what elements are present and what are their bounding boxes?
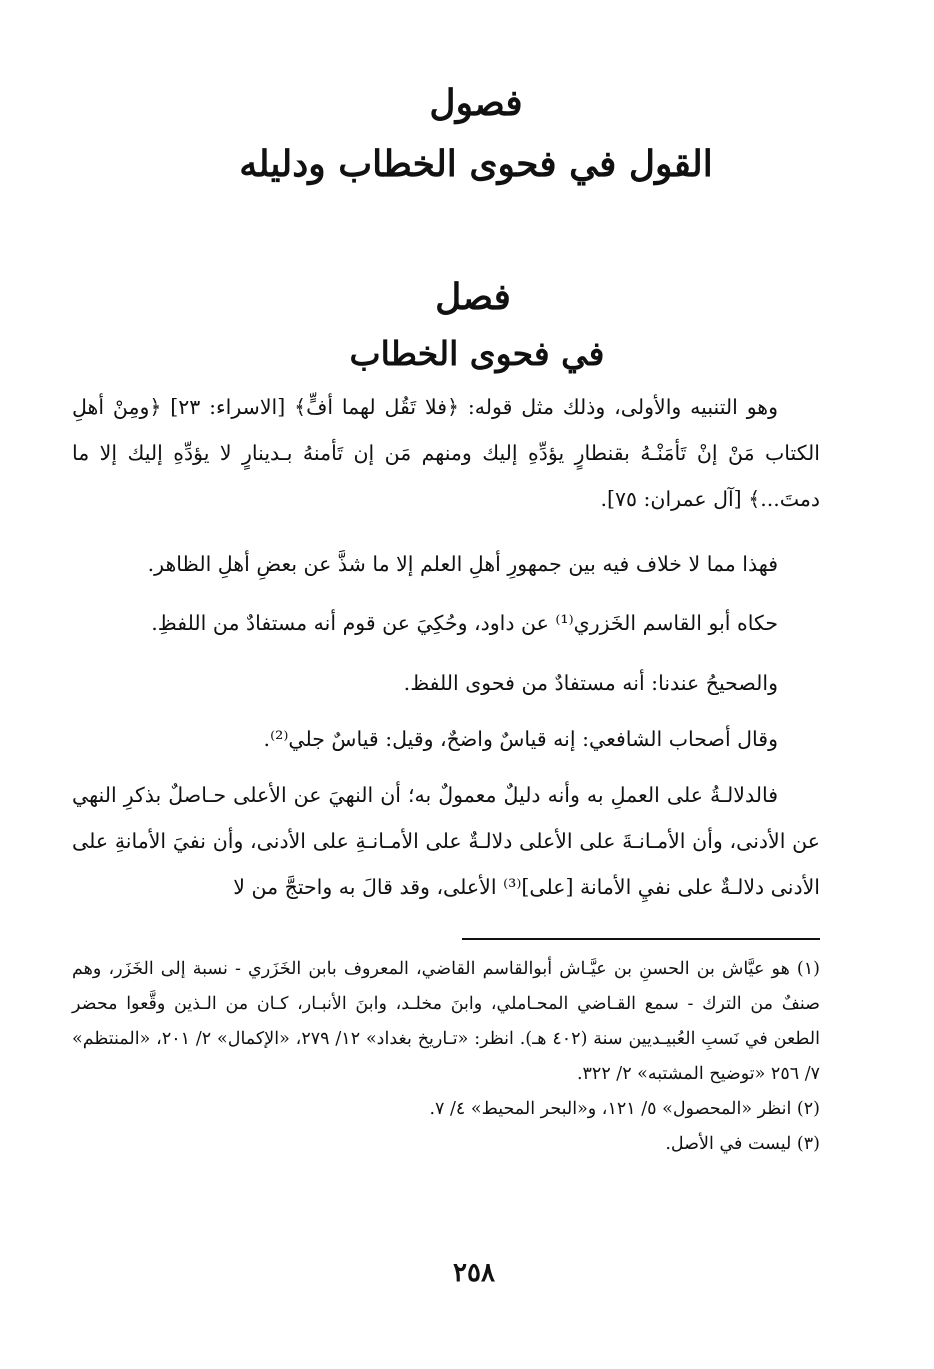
- body-paragraph-4: والصحيحُ عندنا: أنه مستفادٌ من فحوى اللفظ.: [403, 671, 778, 695]
- footnotes: [72, 952, 820, 1162]
- body-paragraph-1: وهو التنبيه والأولى، وذلك مثل قوله: ﴿فلا تَقُل لهما أفٍّ﴾ [الاسراء: ٢٣] ﴿ومِنْ أهلِ الكتاب مَنْ إنْ تَأمَنْـهُ بقنطارٍ يؤدِّهِ إليك ومنهم مَن إن تَأمنهُ بـدينارٍ لا يؤدِّهِ إليك إلا ما دمتَ...﴾ [آل عمران: ٧٥].: [72, 395, 820, 511]
- footnote-divider: [462, 938, 820, 940]
- page-number: ٢٥٨: [453, 1258, 495, 1288]
- footnote-1: (١) هو عيَّاش بن الحسنِ بن عيَّـاش أبوالقاسم القاضي، المعروف بابن الخَزَري - نسبة إلى الخَزَر، وهم صنفٌ من الترك - سمع القـاضي المحـاملي، وابنَ مخلـد، وابنَ الأنبـار، كـان من الـذين وقَّعوا محضر الطعن في نَسبِ العُبيـديين سنة (٤٠٢ هـ). انظر: «تـاريخ بغداد» ١٢/ ٢٧٩، «الإكمال» ٢/ ٢٠١، «المنتظم» ٧/ ٢٥٦ «توضيح المشتبه» ٢/ ٣٢٢.: [72, 959, 820, 1084]
- body-paragraph-6: فالدلالـةُ على العملِ به وأنه دليلٌ معمولٌ به؛ أن النهيَ عن الأعلى حـاصلٌ بذكرِ النهي عن الأدنى، وأن الأمـانـةَ على الأعلى دلالـةٌ على الأمـانـةِ على الأدنى، وأن نفيَ الأمانةِ على الأدنى دلالـةٌ على نفيِ الأمانة [على]⁽³⁾ الأعلى، وقد قالَ به واحتجَّ من لا: [72, 783, 820, 899]
- body-paragraph-5: وقال أصحاب الشافعي: إنه قياسٌ واضحٌ، وقيل: قياسٌ جلي⁽²⁾.: [263, 727, 778, 751]
- body-paragraph-3: حكاه أبو القاسم الخَزري⁽¹⁾ عن داود، وحُكِيَ عن قوم أنه مستفادٌ من اللفظِ.: [151, 611, 778, 635]
- chapter-title: فصول: [429, 82, 523, 124]
- section-subtitle: في فحوى الخطاب: [349, 334, 605, 373]
- section-title: فصل: [435, 276, 511, 318]
- body-paragraph-2: فهذا مما لا خلاف فيه بين جمهورِ أهلِ العلم إلا ما شذَّ عن بعضِ أهلِ الظاهر.: [147, 552, 778, 576]
- footnote-3: (٣) ليست في الأصل.: [665, 1134, 820, 1154]
- chapter-subtitle: القول في فحوى الخطاب ودليله: [239, 143, 713, 185]
- footnote-2: (٢) انظر «المحصول» ٥/ ١٢١، و«البحر المحيط» ٤/ ٧.: [429, 1099, 820, 1119]
